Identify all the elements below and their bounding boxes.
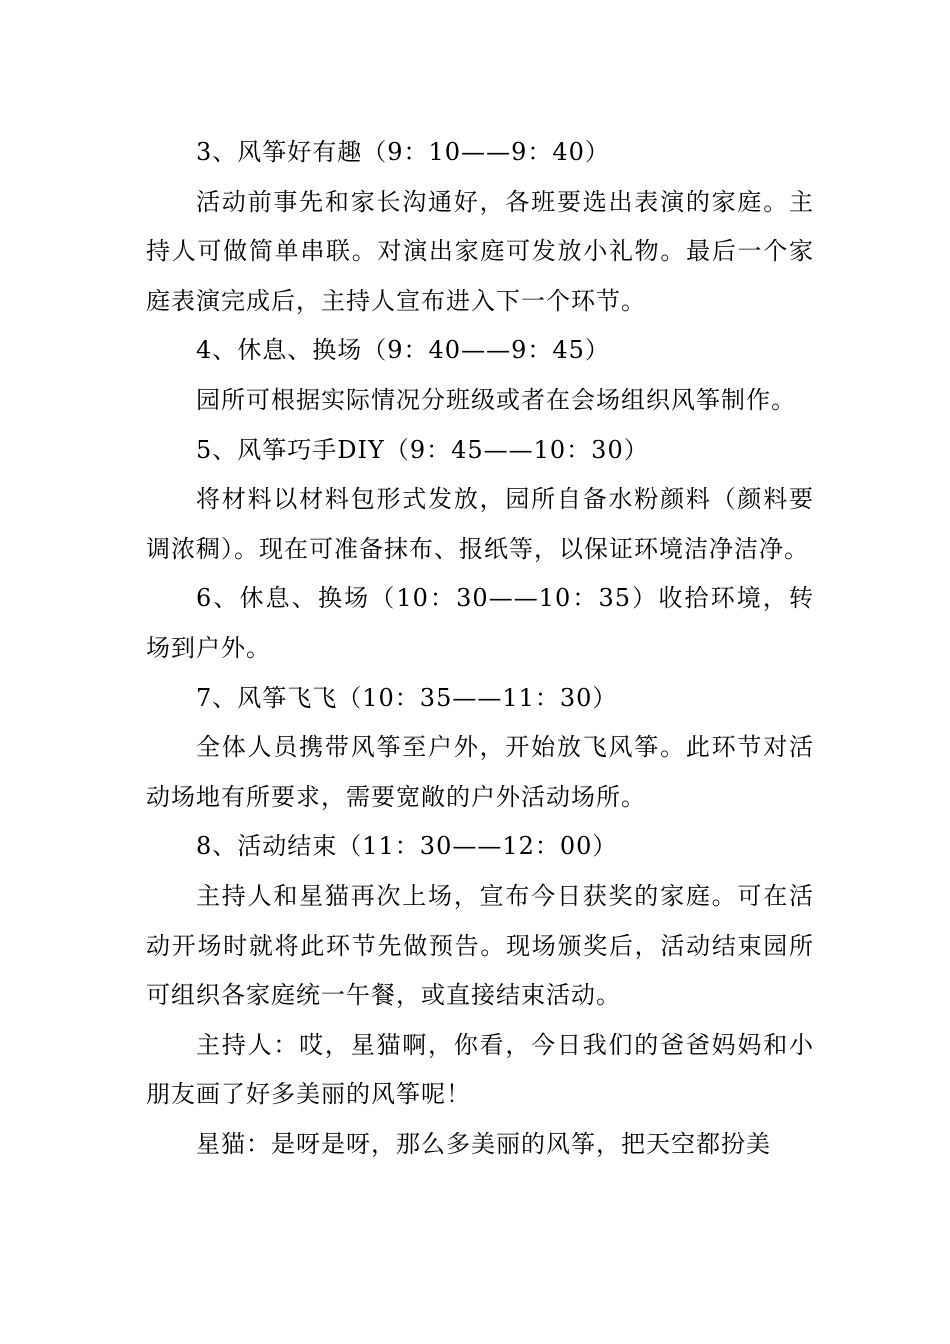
dialogue-line-host: 主持人：哎，星猫啊，你看，今日我们的爸爸妈妈和小朋友画了好多美丽的风筝呢！ (146, 1030, 814, 1109)
body-paragraph: 全体人员携带风筝至户外，开始放飞风筝。此环节对活动场地有所要求，需要宽敞的户外活动场所。 (146, 733, 814, 811)
body-paragraph: 活动前事先和家长沟通好，各班要选出表演的家庭。主持人可做简单串联。对演出家庭可发放小礼物。最后一个家庭表演完成后，主持人宣布进入下一个环节。 (146, 187, 814, 315)
section-heading-5: 5、风筝巧手DIY（9：45——10：30） (196, 435, 649, 464)
body-paragraph: 园所可根据实际情况分班级或者在会场组织风筝制作。 (196, 385, 796, 414)
section-heading-4: 4、休息、换场（9：40——9：45） (196, 336, 610, 365)
dialogue-line-xingmao: 星猫：是呀是呀，那么多美丽的风筝，把天空都扮美 (196, 1129, 771, 1158)
body-paragraph: 将材料以材料包形式发放，园所自备水粉颜料（颜料要调浓稠）。现在可准备抹布、报纸等，以保证环境洁净洁净。 (146, 485, 814, 563)
section-heading-3: 3、风筝好有趣（9：10——9：40） (196, 138, 610, 166)
body-paragraph: 主持人和星猫再次上场，宣布今日获奖的家庭。可在活动开场时就将此环节先做预告。现场颁奖后，活动结束园所可组织各家庭统一午餐，或直接结束活动。 (146, 881, 814, 1010)
section-heading-6: 6、休息、换场（10：30——10：35）收拾环境，转场到户外。 (146, 584, 814, 662)
document-body (146, 128, 814, 1169)
section-heading-7: 7、风筝飞飞（10：35——11：30） (196, 683, 618, 712)
section-heading-8: 8、活动结束（11：30——12：00） (196, 832, 618, 861)
